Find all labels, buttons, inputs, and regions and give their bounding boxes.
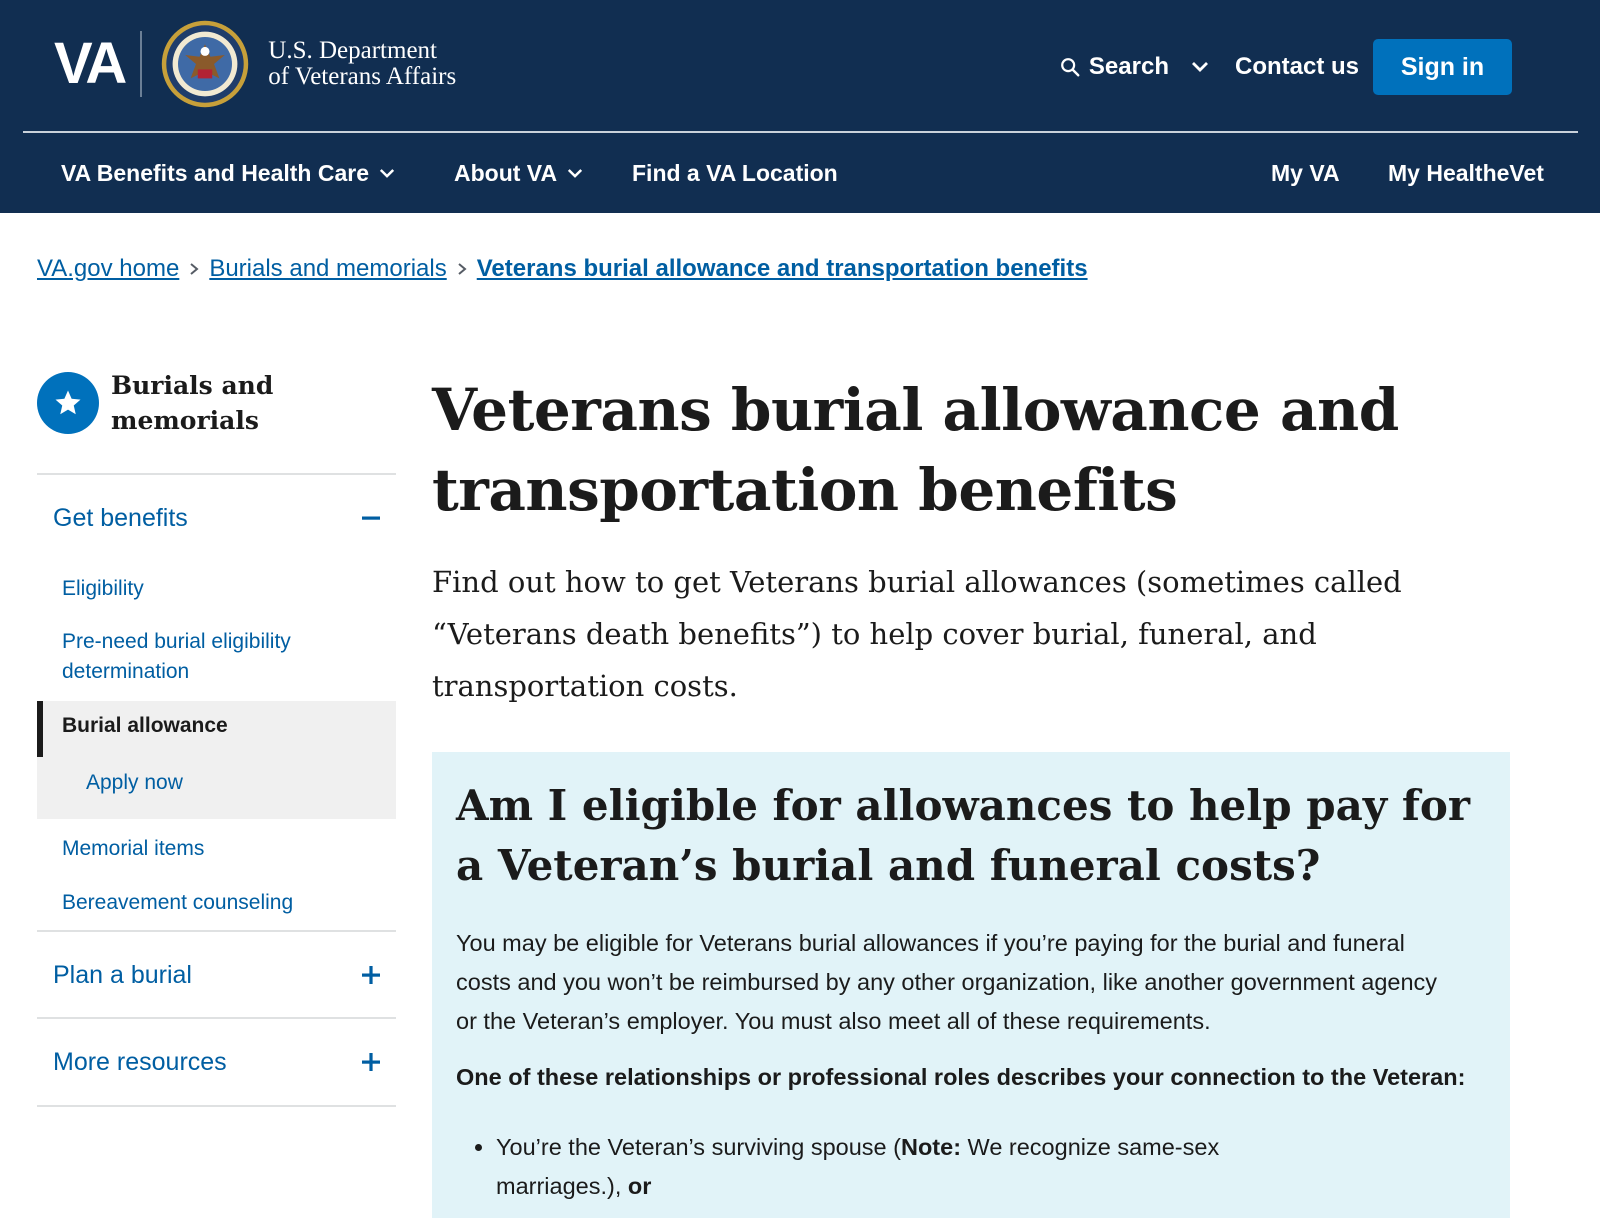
sidebar-item-burial-allowance: [37, 701, 396, 819]
breadcrumb-current[interactable]: Veterans burial allowance and transportation benefits: [476, 255, 1088, 282]
department-name-line2: of Veterans Affairs: [268, 63, 457, 90]
eligibility-heading-line2: a Veteran’s burial and funeral costs?: [456, 841, 1321, 890]
eligibility-description-line3: or the Veteran’s employer. You must also meet all of these requirements.: [456, 1008, 1211, 1034]
page-title-line1: Veterans burial allowance and: [432, 376, 1399, 444]
sidebar-item-preneed-line1: Pre-need burial eligibility: [62, 630, 291, 653]
plus-icon: [362, 966, 380, 984]
logo-divider: [140, 31, 142, 97]
star-icon: [37, 372, 99, 434]
nav-find-location[interactable]: Find a VA Location: [632, 159, 838, 186]
eligibility-heading-line1: Am I eligible for allowances to help pay for: [456, 781, 1471, 830]
intro-line3: transportation costs.: [432, 669, 738, 703]
chevron-right-icon: [189, 262, 199, 276]
utility-nav: [1059, 39, 1512, 95]
sidebar-item-apply-now[interactable]: Apply now: [86, 771, 183, 794]
sidebar-item-preneed-line2: determination: [62, 660, 190, 683]
search-label: Search: [1088, 53, 1169, 80]
minus-icon: [362, 509, 380, 527]
sidebar-section-label: Plan a burial: [53, 960, 192, 989]
sidebar-title: [111, 368, 273, 438]
bullet-text: marriages.),: [496, 1173, 628, 1199]
eligibility-heading: [456, 776, 1486, 896]
sidebar-header: [37, 370, 396, 436]
va-logo[interactable]: [54, 16, 456, 112]
current-page-indicator: [37, 701, 43, 757]
chevron-down-icon: [567, 168, 583, 179]
sidebar-section-label: Get benefits: [53, 503, 188, 532]
nav-va-benefits-label: VA Benefits and Health Care: [61, 159, 370, 186]
bullet-text: We recognize same-sex: [961, 1134, 1220, 1160]
sidebar-section-more-resources[interactable]: [53, 1042, 380, 1082]
sidebar-item-memorial-items[interactable]: Memorial items: [62, 837, 205, 860]
sidebar-section-plan-burial[interactable]: [53, 955, 380, 995]
relationship-requirement: One of these relationships or professional roles describes your connection to the Veteran:: [456, 1064, 1466, 1090]
sidebar-item-current-label[interactable]: Burial allowance: [62, 714, 228, 737]
page-title-line2: transportation benefits: [432, 456, 1178, 524]
va-seal-icon: [160, 19, 250, 109]
breadcrumb: [37, 252, 1088, 286]
va-wordmark: VA: [54, 31, 125, 96]
chevron-down-icon: [379, 168, 395, 179]
chevron-right-icon: [457, 262, 467, 276]
intro-line1: Find out how to get Veterans burial allowances (sometimes called: [432, 565, 1402, 599]
nav-about-va-label: About VA: [454, 159, 558, 186]
list-item: [496, 1128, 1276, 1206]
intro-text: [432, 556, 1462, 712]
sidebar-divider: [37, 473, 396, 475]
nav-va-benefits[interactable]: [61, 133, 395, 213]
sidebar-section-get-benefits[interactable]: [53, 498, 380, 538]
nav-my-va[interactable]: My VA: [1271, 159, 1340, 186]
sidebar-item-eligibility[interactable]: Eligibility: [62, 577, 144, 600]
or-label: or: [627, 1173, 652, 1199]
nav-my-healthevet[interactable]: My HealtheVet: [1388, 159, 1544, 186]
sidebar-item-bereavement[interactable]: Bereavement counseling: [62, 891, 294, 914]
relationship-list: [472, 1128, 1276, 1206]
page-title: [432, 370, 1512, 530]
chevron-down-icon: [1191, 61, 1209, 73]
bullet-text: You’re the Veteran’s surviving spouse (: [496, 1134, 901, 1160]
main-content: [432, 370, 1512, 703]
sidebar-divider: [37, 1017, 396, 1019]
search-icon: [1059, 56, 1081, 78]
intro-line2: “Veterans death benefits”) to help cover burial, funeral, and: [432, 617, 1317, 651]
sidebar-divider: [37, 1105, 396, 1107]
sidebar-title-line1: Burials and: [111, 371, 274, 400]
plus-icon: [362, 1053, 380, 1071]
sidebar-divider: [37, 930, 396, 932]
eligibility-description: [456, 924, 1486, 1041]
main-nav: [0, 133, 1600, 213]
sign-in-button[interactable]: Sign in: [1373, 39, 1512, 95]
note-label: Note:: [900, 1134, 962, 1160]
contact-us-link[interactable]: Contact us: [1234, 53, 1359, 80]
search-menu-button[interactable]: [1059, 53, 1209, 81]
breadcrumb-home[interactable]: VA.gov home: [37, 255, 180, 282]
site-header: [0, 0, 1600, 213]
sidebar-title-line2: memorials: [111, 406, 259, 435]
eligibility-info-box: [432, 752, 1510, 1218]
breadcrumb-burials[interactable]: Burials and memorials: [209, 255, 447, 282]
sidebar-nav: [37, 370, 396, 1076]
eligibility-description-line1: You may be eligible for Veterans burial allowances if you’re paying for the burial and funeral: [456, 930, 1405, 956]
department-name-line1: U.S. Department: [268, 37, 437, 64]
sidebar-section-label: More resources: [53, 1047, 227, 1076]
eligibility-description-line2: costs and you won’t be reimbursed by any other organization, like another government agency: [456, 969, 1438, 995]
sidebar-item-preneed[interactable]: [62, 627, 382, 687]
nav-about-va[interactable]: [454, 133, 583, 213]
department-name: [268, 38, 456, 90]
